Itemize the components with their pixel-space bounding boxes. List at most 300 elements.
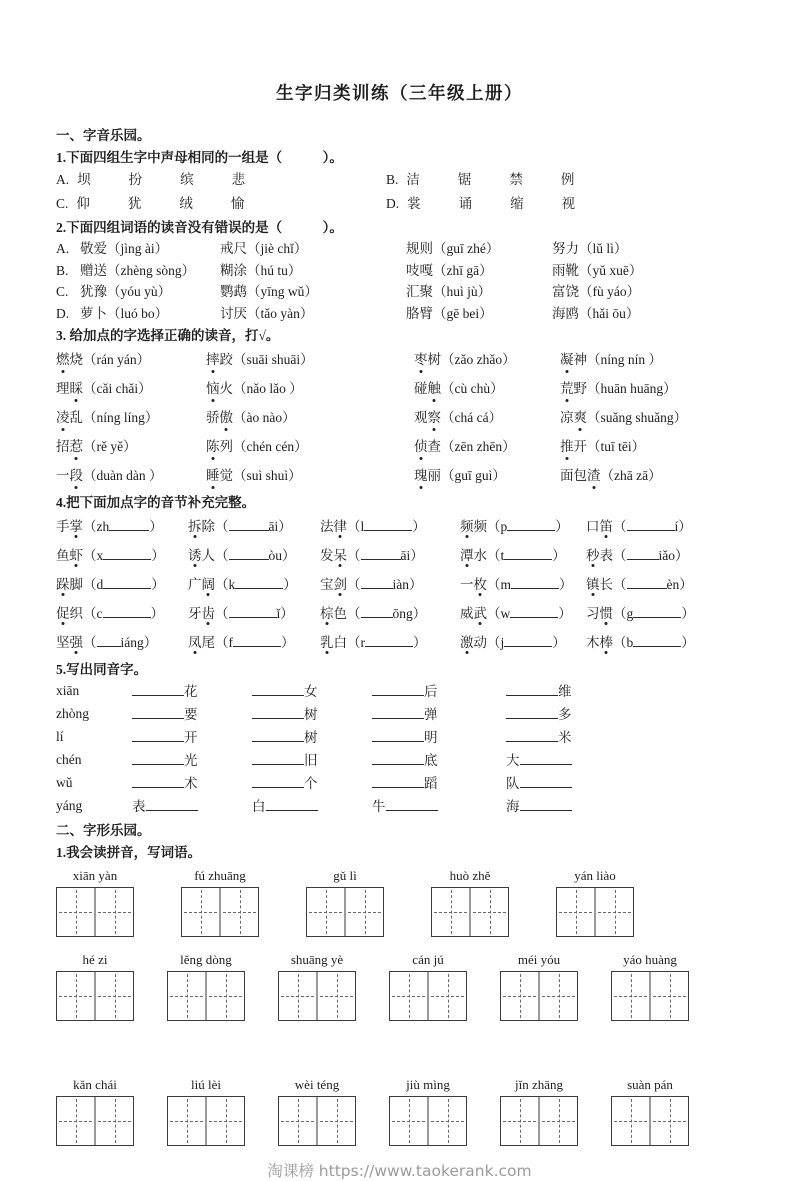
option-characters xyxy=(406,169,612,191)
option-char: 缤 xyxy=(180,172,194,187)
grid-pinyin-label: méi yóu xyxy=(517,952,561,967)
writing-grid xyxy=(56,971,134,1021)
grid-pinyin-label: jǐn zhāng xyxy=(514,1077,563,1092)
q4-item: 潭 水 （t ） xyxy=(460,548,566,563)
word-pinyin-item: 胳臂（gē bei） xyxy=(406,305,493,321)
pinyin-options: （suǎng shuǎng） xyxy=(587,410,688,425)
homophone-item: 明 xyxy=(372,730,506,745)
homophone-item: 海 xyxy=(506,799,743,814)
blank-line xyxy=(627,519,675,531)
q4-item: 镇 长 （ èn） xyxy=(586,577,693,592)
q3-item xyxy=(56,408,206,427)
pinyin-options: （suāi shuāi） xyxy=(233,352,314,367)
blank-line xyxy=(365,635,413,647)
blank-line xyxy=(252,707,304,719)
grid-pinyin-label: yáo huàng xyxy=(623,952,677,967)
writing-grid xyxy=(611,1096,689,1146)
grid-cell xyxy=(649,972,688,1020)
q4-item: 广 阔 （k ） xyxy=(188,577,297,592)
blank-line xyxy=(506,684,558,696)
blank-line xyxy=(103,606,151,618)
q3-item xyxy=(56,437,206,456)
grid-cell xyxy=(205,1097,244,1145)
word-pinyin-item: 赠送（zhèng sòng） xyxy=(80,262,196,278)
word-pinyin-item: 戒尺（jiè chǐ） xyxy=(220,241,308,256)
dotted-word: 理 睬 xyxy=(56,381,83,396)
pinyin-options: （zǎo zhǎo） xyxy=(441,352,516,367)
q2-row xyxy=(56,281,743,303)
word-pinyin-item: 雨靴（yǔ xuē） xyxy=(552,262,643,278)
blank-line xyxy=(504,548,552,560)
dotted-word: 潭 水 xyxy=(460,548,487,563)
blank-line xyxy=(229,606,277,618)
q4-item: 法 律 （l ） xyxy=(320,519,426,534)
writing-grid xyxy=(278,1096,356,1146)
grid-block xyxy=(556,869,634,937)
writing-grid xyxy=(306,887,384,937)
dotted-word: 法 律 xyxy=(320,519,347,534)
q4-item: 诱 人 （ òu） xyxy=(188,548,296,563)
blank-line xyxy=(109,519,149,531)
pinyin-options: （cǎi chǎi） xyxy=(83,381,152,396)
homophone-item: 要 xyxy=(132,707,252,722)
homophone-item: 弹 xyxy=(372,707,506,722)
homophone-item: 队 xyxy=(506,776,743,791)
grid-cell xyxy=(390,972,427,1020)
dotted-word: 秒 表 xyxy=(586,548,613,563)
grid-pinyin-label: kǎn chái xyxy=(73,1077,117,1092)
blank-line xyxy=(386,799,438,811)
dotted-word: 手 掌 xyxy=(56,519,83,534)
pinyin-options: （tuī tēi） xyxy=(587,439,646,454)
q4-item: 坚 强 （ iáng） xyxy=(56,635,158,650)
writing-grid xyxy=(167,1096,245,1146)
pinyin-options: （suì shuì） xyxy=(233,468,302,483)
grid-pinyin-label: fú zhuāng xyxy=(194,868,246,883)
homophone-item: 底 xyxy=(372,753,506,768)
blank-line xyxy=(372,730,424,742)
blank-line xyxy=(132,707,184,719)
dotted-word: 拆 除 xyxy=(188,519,215,534)
q4-item: 棕 色 （ ōng） xyxy=(320,606,427,621)
grid-block xyxy=(389,1078,467,1146)
option-label: A. xyxy=(56,241,70,256)
option-char: 坝 xyxy=(77,172,91,187)
blank-line xyxy=(132,776,184,788)
option-char: 洁 xyxy=(406,172,420,187)
grid-cell xyxy=(168,972,205,1020)
grid-cell xyxy=(594,888,633,936)
dotted-word: 发 呆 xyxy=(320,548,347,563)
grid-block xyxy=(611,1078,689,1146)
blank-line xyxy=(97,635,121,647)
dotted-word: 广 阔 xyxy=(188,577,215,592)
option-row xyxy=(56,169,386,191)
grid-cell xyxy=(469,888,508,936)
q3-item xyxy=(560,350,743,369)
grid-block xyxy=(56,869,134,937)
dotted-word: 坚 强 xyxy=(56,635,83,650)
dotted-word: 牙 齿 xyxy=(188,606,215,621)
homophone-item: 花 xyxy=(132,684,252,699)
dotted-word: 宝 剑 xyxy=(320,577,347,592)
dotted-word: 燃 烧 xyxy=(56,352,83,367)
writing-grid xyxy=(389,971,467,1021)
dotted-word: 睡 觉 xyxy=(206,468,233,483)
blank-line xyxy=(252,776,304,788)
grid-cell xyxy=(501,1097,538,1145)
blank-line xyxy=(361,548,401,560)
pinyin-label: xiān xyxy=(56,683,80,698)
dotted-word: 威 武 xyxy=(460,606,487,621)
q4-item: 凤 尾 （f ） xyxy=(188,635,295,650)
pinyin-grid-row xyxy=(56,869,743,937)
blank-line xyxy=(233,635,281,647)
homophone-item: 个 xyxy=(252,776,372,791)
blank-line xyxy=(235,577,283,589)
q4-item: 宝 剑 （ iàn） xyxy=(320,577,423,592)
grid-cell xyxy=(279,1097,316,1145)
grid-cell xyxy=(612,972,649,1020)
option-row xyxy=(56,193,386,215)
q2-row xyxy=(56,238,743,260)
homophone-item: 多 xyxy=(506,707,743,722)
q4-item: 激 动 （j ） xyxy=(460,635,566,650)
grid-cell xyxy=(307,888,344,936)
option-label: D. xyxy=(386,196,400,211)
q4-item: 发 呆 （ āi） xyxy=(320,548,424,563)
grid-cell xyxy=(57,888,94,936)
blank-line xyxy=(510,606,558,618)
grid-block xyxy=(167,1078,245,1146)
q5-stem: 5.写出同音字。 xyxy=(56,662,148,677)
option-characters xyxy=(76,193,282,215)
pinyin-options: （rán yán） xyxy=(83,352,151,367)
dotted-word: 镇 长 xyxy=(586,577,613,592)
homophone-item: 旧 xyxy=(252,753,372,768)
option-label: C. xyxy=(56,284,69,299)
grid-cell xyxy=(432,888,469,936)
writing-grid xyxy=(500,1096,578,1146)
blank-line xyxy=(506,707,558,719)
q3-item xyxy=(414,408,560,427)
pinyin-options: （níng nín ） xyxy=(587,352,663,367)
grid-pinyin-label: liú lèi xyxy=(191,1077,221,1092)
option-label: B. xyxy=(386,172,399,187)
q2-stem: 2.下面四组词语的读音没有错误的是（ ）。 xyxy=(56,220,343,235)
homophone-item: 开 xyxy=(132,730,252,745)
homophone-item: 维 xyxy=(506,684,743,699)
word-pinyin-item: 海鸥（hǎi ōu） xyxy=(552,305,640,321)
blank-line xyxy=(633,635,681,647)
option-char: 锯 xyxy=(457,172,472,187)
section-phonics-heading: 一、字音乐园。 xyxy=(56,128,151,143)
word-pinyin-item: 萝卜（luó bo） xyxy=(80,305,169,321)
grid-pinyin-label: jiù mìng xyxy=(406,1077,450,1092)
homophone-item: 白 xyxy=(252,799,372,814)
homophone-item: 术 xyxy=(132,776,252,791)
blank-line xyxy=(361,577,393,589)
grid-pinyin-label: wèi téng xyxy=(294,1077,340,1092)
homophone-item: 大 xyxy=(506,753,743,768)
blank-line xyxy=(103,548,151,560)
grid-cell xyxy=(538,972,577,1020)
grid-cell xyxy=(538,1097,577,1145)
grid-cell xyxy=(649,1097,688,1145)
grid-block xyxy=(306,869,384,937)
word-pinyin-item: 规则（guī zhé） xyxy=(406,241,500,256)
q4-item: 一 枚 （m ） xyxy=(460,577,573,592)
blank-line xyxy=(132,730,184,742)
blank-line xyxy=(627,577,667,589)
option-characters xyxy=(407,193,613,215)
grid-block xyxy=(278,1078,356,1146)
dotted-word: 一 段 xyxy=(56,468,83,483)
writing-grid xyxy=(278,971,356,1021)
blank-line xyxy=(520,776,572,788)
q3-item xyxy=(414,350,560,369)
option-char: 仰 xyxy=(76,196,90,211)
dotted-word: 凌 乱 xyxy=(56,410,83,425)
writing-grid xyxy=(167,971,245,1021)
pinyin-options: （chén cén） xyxy=(233,439,308,454)
dotted-word: 摔 跤 xyxy=(206,352,233,367)
dotted-word: 凤 尾 xyxy=(188,635,215,650)
q3-item xyxy=(56,466,206,485)
grid-pinyin-label: yán liào xyxy=(574,868,616,883)
q3-item xyxy=(414,379,560,398)
grid-pinyin-label: xiān yàn xyxy=(72,868,118,883)
dotted-word: 一 枚 xyxy=(460,577,487,592)
grid-block xyxy=(56,1078,134,1146)
pinyin-options: （zēn zhēn） xyxy=(441,439,516,454)
q2-row xyxy=(56,260,743,282)
option-label: A. xyxy=(56,172,70,187)
grid-block xyxy=(611,953,689,1021)
dotted-word: 瑰 丽 xyxy=(414,468,441,483)
pinyin-label: wǔ xyxy=(56,775,73,790)
glyphs-q1-stem: 1.我会读拼音，写词语。 xyxy=(56,845,202,860)
pinyin-label: lí xyxy=(56,729,64,744)
word-pinyin-item: 吱嘎（zhī gā） xyxy=(406,262,493,278)
grid-pinyin-label: suàn pán xyxy=(627,1077,673,1092)
q3-item xyxy=(56,350,206,369)
homophone-item: 米 xyxy=(506,730,743,745)
dotted-word: 频 频 xyxy=(460,519,487,534)
dotted-word: 激 动 xyxy=(460,635,487,650)
writing-grid xyxy=(389,1096,467,1146)
grid-cell xyxy=(57,972,94,1020)
blank-line xyxy=(520,799,572,811)
grid-cell xyxy=(316,972,355,1020)
q4-item: 木 棒 （b ） xyxy=(586,635,695,650)
blank-line xyxy=(229,548,269,560)
grid-block xyxy=(500,1078,578,1146)
dotted-word: 木 棒 xyxy=(586,635,613,650)
blank-line xyxy=(146,799,198,811)
grid-cell xyxy=(427,1097,466,1145)
q4-item: 秒 表 （ iǎo） xyxy=(586,548,689,563)
option-characters xyxy=(77,169,283,191)
word-pinyin-item: 糊涂（hú tu） xyxy=(220,262,302,278)
writing-grid-rows xyxy=(56,869,743,1146)
q4-item: 鱼 虾 （x ） xyxy=(56,548,165,563)
dotted-word: 棕 色 xyxy=(320,606,347,621)
blank-line xyxy=(252,684,304,696)
option-char: 绒 xyxy=(179,196,193,211)
q3-item xyxy=(560,437,743,456)
blank-line xyxy=(372,684,424,696)
homophone-item: 蹈 xyxy=(372,776,506,791)
blank-line xyxy=(132,684,184,696)
word-pinyin-item: 犹豫（yóu yù） xyxy=(80,284,172,299)
grid-pinyin-label: gǔ lì xyxy=(333,868,357,883)
q3-item xyxy=(206,379,414,398)
dotted-word: 碰 触 xyxy=(414,381,441,396)
grid-cell xyxy=(219,888,258,936)
pinyin-options: （cù chù） xyxy=(441,381,504,396)
dotted-word: 侦 查 xyxy=(414,439,441,454)
dotted-word: 凉 爽 xyxy=(560,410,587,425)
grid-block xyxy=(181,869,259,937)
blank-line xyxy=(520,753,572,765)
q4-item: 威 武 （w ） xyxy=(460,606,572,621)
homophone-item: 树 xyxy=(252,730,372,745)
writing-grid xyxy=(181,887,259,937)
homophone-item: 表 xyxy=(132,799,252,814)
grid-cell xyxy=(390,1097,427,1145)
q3-item xyxy=(560,379,743,398)
blank-line xyxy=(507,519,555,531)
q4-item: 拆 除 （ āi） xyxy=(188,519,292,534)
pinyin-options: （duàn dàn ） xyxy=(83,468,163,483)
grid-pinyin-label: hé zi xyxy=(82,952,108,967)
option-char: 视 xyxy=(561,196,576,211)
grid-pinyin-label: huò zhě xyxy=(449,868,491,883)
q3-word-grid xyxy=(56,350,743,485)
footer-watermark: 淘课榜 https://www.taokerank.com xyxy=(267,1162,532,1180)
grid-pinyin-label: lěng dòng xyxy=(180,952,232,967)
blank-line xyxy=(627,548,659,560)
writing-grid xyxy=(500,971,578,1021)
section-glyphs xyxy=(56,820,743,1146)
option-label: B. xyxy=(56,262,69,278)
word-pinyin-item: 敬爱（jìng ài） xyxy=(80,241,169,256)
pinyin-label: chén xyxy=(56,752,82,767)
q3-stem: 3. 给加点的字选择正确的读音，打√。 xyxy=(56,328,280,343)
pinyin-options: （huān huāng） xyxy=(587,381,677,396)
grid-cell xyxy=(168,1097,205,1145)
section-phonics xyxy=(56,125,743,814)
pinyin-grid-row xyxy=(56,953,743,1021)
blank-line xyxy=(511,577,559,589)
dotted-word: 陈 列 xyxy=(206,439,233,454)
blank-line xyxy=(372,707,424,719)
grid-block xyxy=(500,953,578,1021)
option-char: 犹 xyxy=(127,196,142,211)
q3-item xyxy=(414,437,560,456)
q2-rows xyxy=(56,238,743,324)
dotted-word: 招 惹 xyxy=(56,439,83,454)
pinyin-options: （rě yě） xyxy=(83,439,137,454)
option-char: 缩 xyxy=(510,196,524,211)
grid-cell xyxy=(94,888,133,936)
blank-line xyxy=(252,730,304,742)
word-pinyin-item: 讨厌（tǎo yàn） xyxy=(220,305,314,321)
option-label: C. xyxy=(56,196,69,211)
grid-cell xyxy=(94,972,133,1020)
q4-item: 频 频 （p ） xyxy=(460,519,569,534)
dotted-word: 口 笛 xyxy=(586,519,613,534)
grid-block xyxy=(167,953,245,1021)
pinyin-grid-row xyxy=(56,1078,743,1146)
pinyin-options: （níng líng） xyxy=(83,410,159,425)
homophone-item: 光 xyxy=(132,753,252,768)
q4-stem: 4.把下面加点字的音节补充完整。 xyxy=(56,495,256,510)
blank-line xyxy=(504,635,552,647)
grid-cell xyxy=(344,888,383,936)
homophone-item: 后 xyxy=(372,684,506,699)
writing-grid xyxy=(611,971,689,1021)
grid-block xyxy=(389,953,467,1021)
q3-item xyxy=(206,437,414,456)
blank-line xyxy=(132,753,184,765)
q5-homophone-grid xyxy=(56,684,743,814)
option-char: 裳 xyxy=(407,196,421,211)
option-char: 愉 xyxy=(230,196,245,211)
option-char: 扮 xyxy=(128,172,143,187)
dotted-word: 推 开 xyxy=(560,439,587,454)
option-row xyxy=(386,169,743,191)
q3-item xyxy=(206,350,414,369)
option-char: 诵 xyxy=(458,196,473,211)
dotted-word: 跺 脚 xyxy=(56,577,83,592)
grid-cell xyxy=(557,888,594,936)
grid-cell xyxy=(427,972,466,1020)
blank-line xyxy=(506,730,558,742)
blank-line xyxy=(361,606,393,618)
q3-item xyxy=(56,379,206,398)
word-pinyin-item: 鹦鹉（yīng wǔ） xyxy=(220,284,318,299)
q4-item: 口 笛 （ í） xyxy=(586,519,692,534)
homophone-item: 女 xyxy=(252,684,372,699)
word-pinyin-item: 汇聚（huì jù） xyxy=(406,284,492,299)
pinyin-options: （nǎo lǎo ） xyxy=(233,381,303,396)
pinyin-options: （ào nào） xyxy=(233,410,296,425)
dotted-word: 骄 傲 xyxy=(206,410,233,425)
dotted-word: 观 察 xyxy=(414,410,441,425)
q1-stem: 1.下面四组生字中声母相同的一组是（ ）。 xyxy=(56,150,343,165)
word-pinyin-item: 努力（lǔ lì） xyxy=(552,241,628,256)
word-pinyin-item: 富饶（fù yáo） xyxy=(552,284,641,299)
grid-cell xyxy=(182,888,219,936)
blank-line xyxy=(633,606,681,618)
q4-item: 乳 白 （r ） xyxy=(320,635,427,650)
option-row xyxy=(386,193,743,215)
pinyin-label: zhòng xyxy=(56,706,89,721)
blank-line xyxy=(266,799,318,811)
option-char: 禁 xyxy=(509,172,523,187)
writing-grid xyxy=(556,887,634,937)
grid-cell xyxy=(316,1097,355,1145)
grid-pinyin-label: shuāng yè xyxy=(290,952,344,967)
dotted-word: 诱 人 xyxy=(188,548,215,563)
grid-cell xyxy=(205,972,244,1020)
grid-cell xyxy=(501,972,538,1020)
blank-line xyxy=(372,753,424,765)
dotted-word: 荒 野 xyxy=(560,381,587,396)
option-char: 悲 xyxy=(231,172,246,187)
